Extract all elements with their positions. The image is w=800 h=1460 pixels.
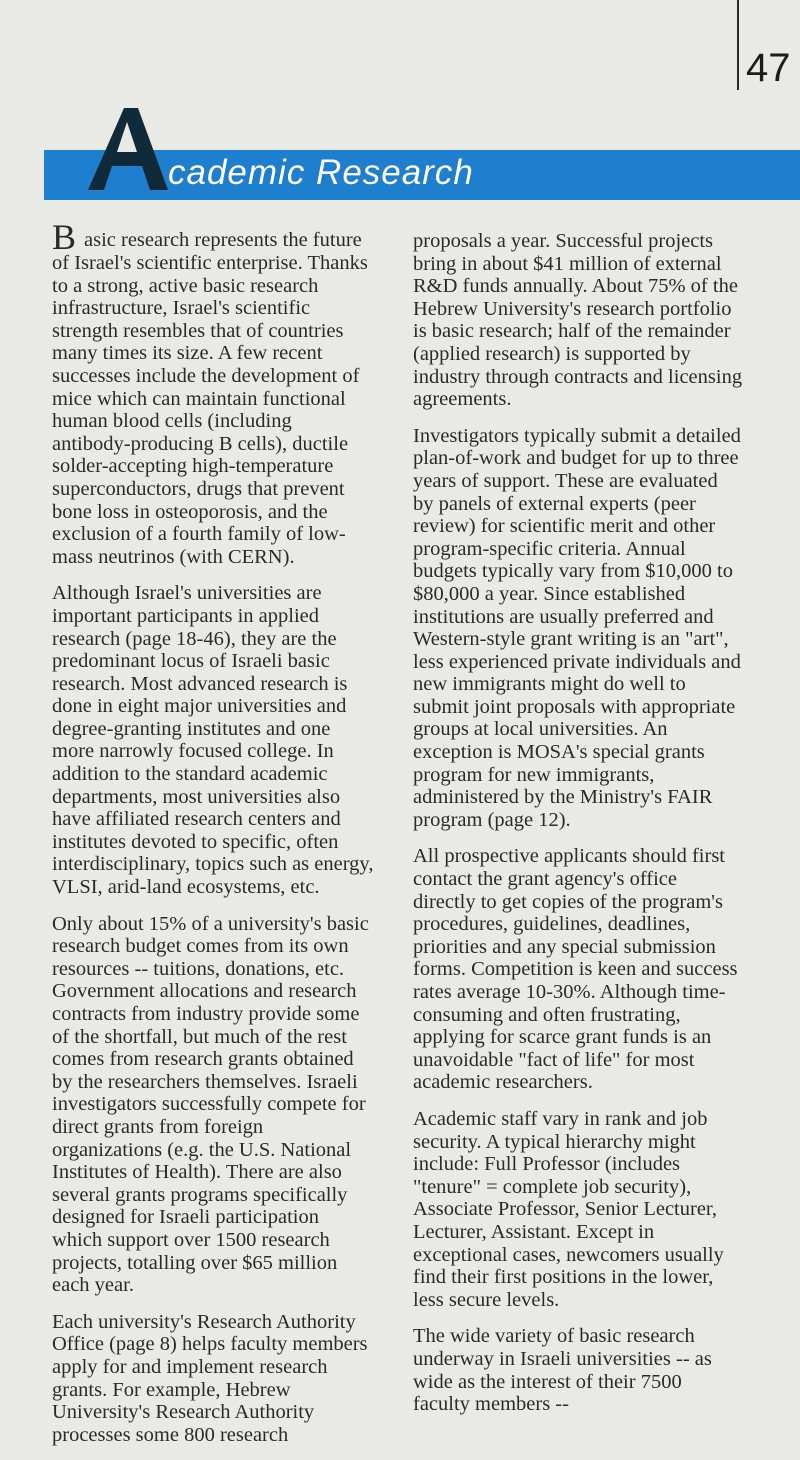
page-corner-rule xyxy=(737,0,739,90)
section-title: cademic Research xyxy=(168,153,474,192)
drop-cap: B xyxy=(52,217,77,257)
paragraph: Only about 15% of a university's basic research budget comes from its own resources -- tuitions, donations, etc. Government allocations and research contracts from industry provide some of the shortfall, but much of the rest comes from research grants obtained by the researchers themselves. Israeli investigators successfully compete for direct grants from foreign organizations (e.g. the U.S. National Institutes of Health). There are also several grants programs specifically designed for Israeli participation which support over 1500 research projects, totalling over $65 million each year. xyxy=(52,912,369,1297)
paragraph: Although Israel's universities are important participants in applied research (page 18-46), they are the predominant locus of Israeli basic research. Most advanced research is done in eight major universities and degree-granting institutes and one more narrowly focused college. In addition to the standard academic departments, most universities also have affiliated research centers and institutes devoted to specific, often interdisciplinary, topics such as energy, VLSI, arid-land ecosystems, etc. xyxy=(52,582,374,899)
right-column xyxy=(413,230,743,1430)
paragraph-text: asic research represents the future of Israel's scientific enterprise. Thanks to a strong, active basic research infrastructure, Israel's scientific strength resembles that of countries many times its size. A few recent successes include the development of mice which can maintain functional human blood cells (including antibody-producing B cells), ductile solder-accepting high-temperature superconductors, drugs that prevent bone loss in osteoporosis, and the exclusion of a fourth family of low-mass neutrinos (with CERN). xyxy=(52,229,368,568)
paragraph: All prospective applicants should first contact the grant agency's office directly to get copies of the program's procedures, guidelines, deadlines, priorities and any special submission forms. Competition is keen and success rates average 10-30%. Although time-consuming and often frustrating, applying for scarce grant funds is an unavoidable "fact of life" for most academic researchers. xyxy=(413,845,738,1094)
paragraph xyxy=(52,217,374,568)
paragraph: Each university's Research Authority Office (page 8) helps faculty members apply for and implement research grants. For example, Hebrew University's Research Authority processes some 800 research xyxy=(52,1310,368,1446)
svg-text:A: A xyxy=(82,104,83,105)
left-column xyxy=(52,217,374,1460)
paragraph: Investigators typically submit a detailed plan-of-work and budget for up to three years of support. These are evaluated by panels of external experts (peer review) for scientific merit and other program-specific criteria. Annual budgets typically vary from $10,000 to $80,000 a year. Since established institutions are usually preferred and Western-style grant writing is an "art", less experienced private individuals and new immigrants might do well to submit joint proposals with appropriate groups at local universities. An exception is MOSA's special grants program for new immigrants, administered by the Ministry's FAIR program (page 12). xyxy=(413,424,741,831)
banner-initial-letter xyxy=(82,104,172,194)
paragraph: proposals a year. Successful projects bring in about $41 million of external R&D funds annually. About 75% of the Hebrew University's research portfolio is basic research; half of the remainder (applied research) is supported by industry through contracts and licensing agreements. xyxy=(413,230,743,411)
paragraph: The wide variety of basic research underway in Israeli universities -- as wide as the interest of their 7500 faculty members -- xyxy=(413,1325,712,1416)
paragraph: Academic staff vary in rank and job security. A typical hierarchy might include: Full Professor (includes "tenure" = complete job security), Associate Professor, Senior Lecturer, Lecturer, Assistant. Except in exceptional cases, newcomers usually find their first positions in the lower, less secure levels. xyxy=(413,1107,724,1311)
page-number: 47 xyxy=(746,46,791,90)
